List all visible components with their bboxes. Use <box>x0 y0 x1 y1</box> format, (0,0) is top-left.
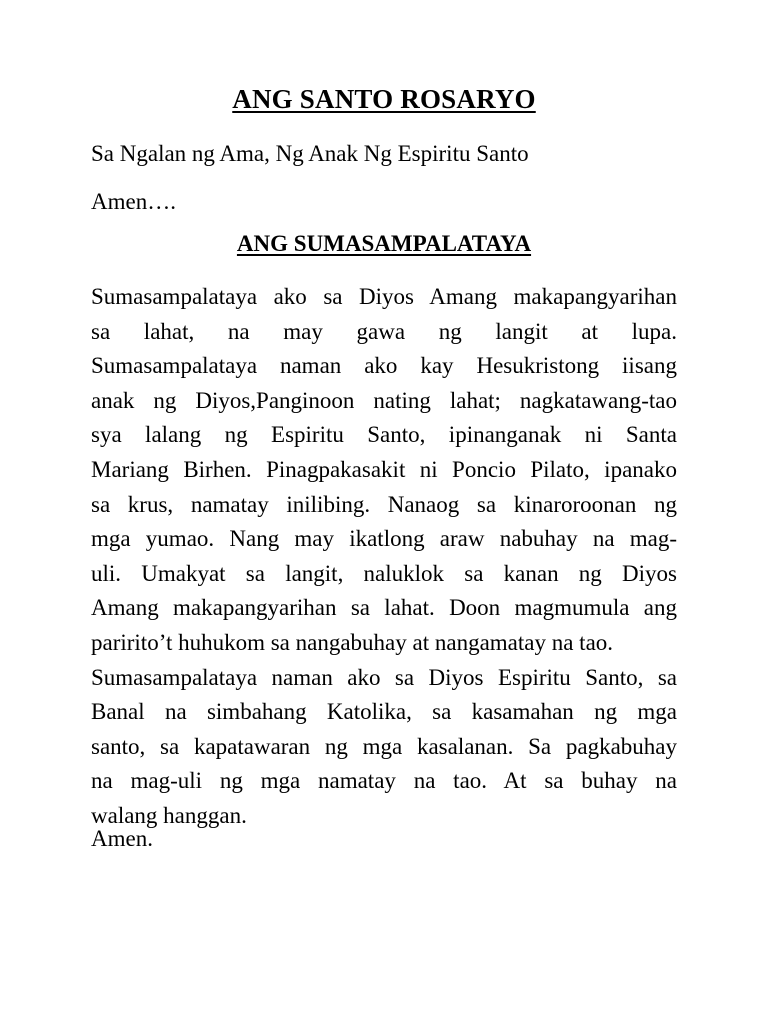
invocation-line: Sa Ngalan ng Ama, Ng Anak Ng Espiritu Santo <box>91 141 529 166</box>
creed-line: sa krus, namatay inilibing. Nanaog sa kinaroroonan ng <box>91 491 677 517</box>
creed-line: Amang makapangyarihan sa lahat. Doon magmumula ang <box>91 595 677 621</box>
creed-line: na mag-uli ng mga namatay na tao. At sa buhay na <box>91 768 677 794</box>
opening-amen: Amen…. <box>91 189 176 214</box>
creed-line: Mariang Birhen. Pinagpakasakit ni Poncio Pilato, ipanako <box>91 456 677 482</box>
creed-line: Banal na simbahang Katolika, sa kasamahan ng mga <box>91 699 677 725</box>
creed-line: uli. Umakyat sa langit, naluklok sa kanan ng Diyos <box>91 560 677 586</box>
creed-line: Sumasampalataya ako sa Diyos Amang makapangyarihan <box>91 284 677 309</box>
creed-line: santo, sa kapatawaran ng mga kasalanan. Sa pagkabuhay <box>91 733 677 759</box>
document-title: ANG SANTO ROSARYO <box>232 84 536 114</box>
creed-line: walang hanggan. <box>91 802 247 828</box>
creed-line: mga yumao. Nang may ikatlong araw nabuhay na mag- <box>91 526 677 552</box>
creed-line: paririto’t huhukom sa nangabuhay at nangamatay na tao. <box>91 629 614 655</box>
creed-line: Sumasampalataya naman ako sa Diyos Espiritu Santo, sa <box>91 664 677 690</box>
creed-line: anak ng Diyos,Panginoon nating lahat; nagkatawang-tao <box>91 387 677 413</box>
creed-line: sa lahat, na may gawa ng langit at lupa. <box>91 318 677 344</box>
creed-line: sya lalang ng Espiritu Santo, ipinanganak ni Santa <box>91 422 677 448</box>
creed-line: Sumasampalataya naman ako kay Hesukristong iisang <box>91 353 677 379</box>
closing-amen: Amen. <box>91 826 153 851</box>
section-title: ANG SUMASAMPALATAYA <box>236 231 532 256</box>
creed-paragraph <box>91 280 677 834</box>
